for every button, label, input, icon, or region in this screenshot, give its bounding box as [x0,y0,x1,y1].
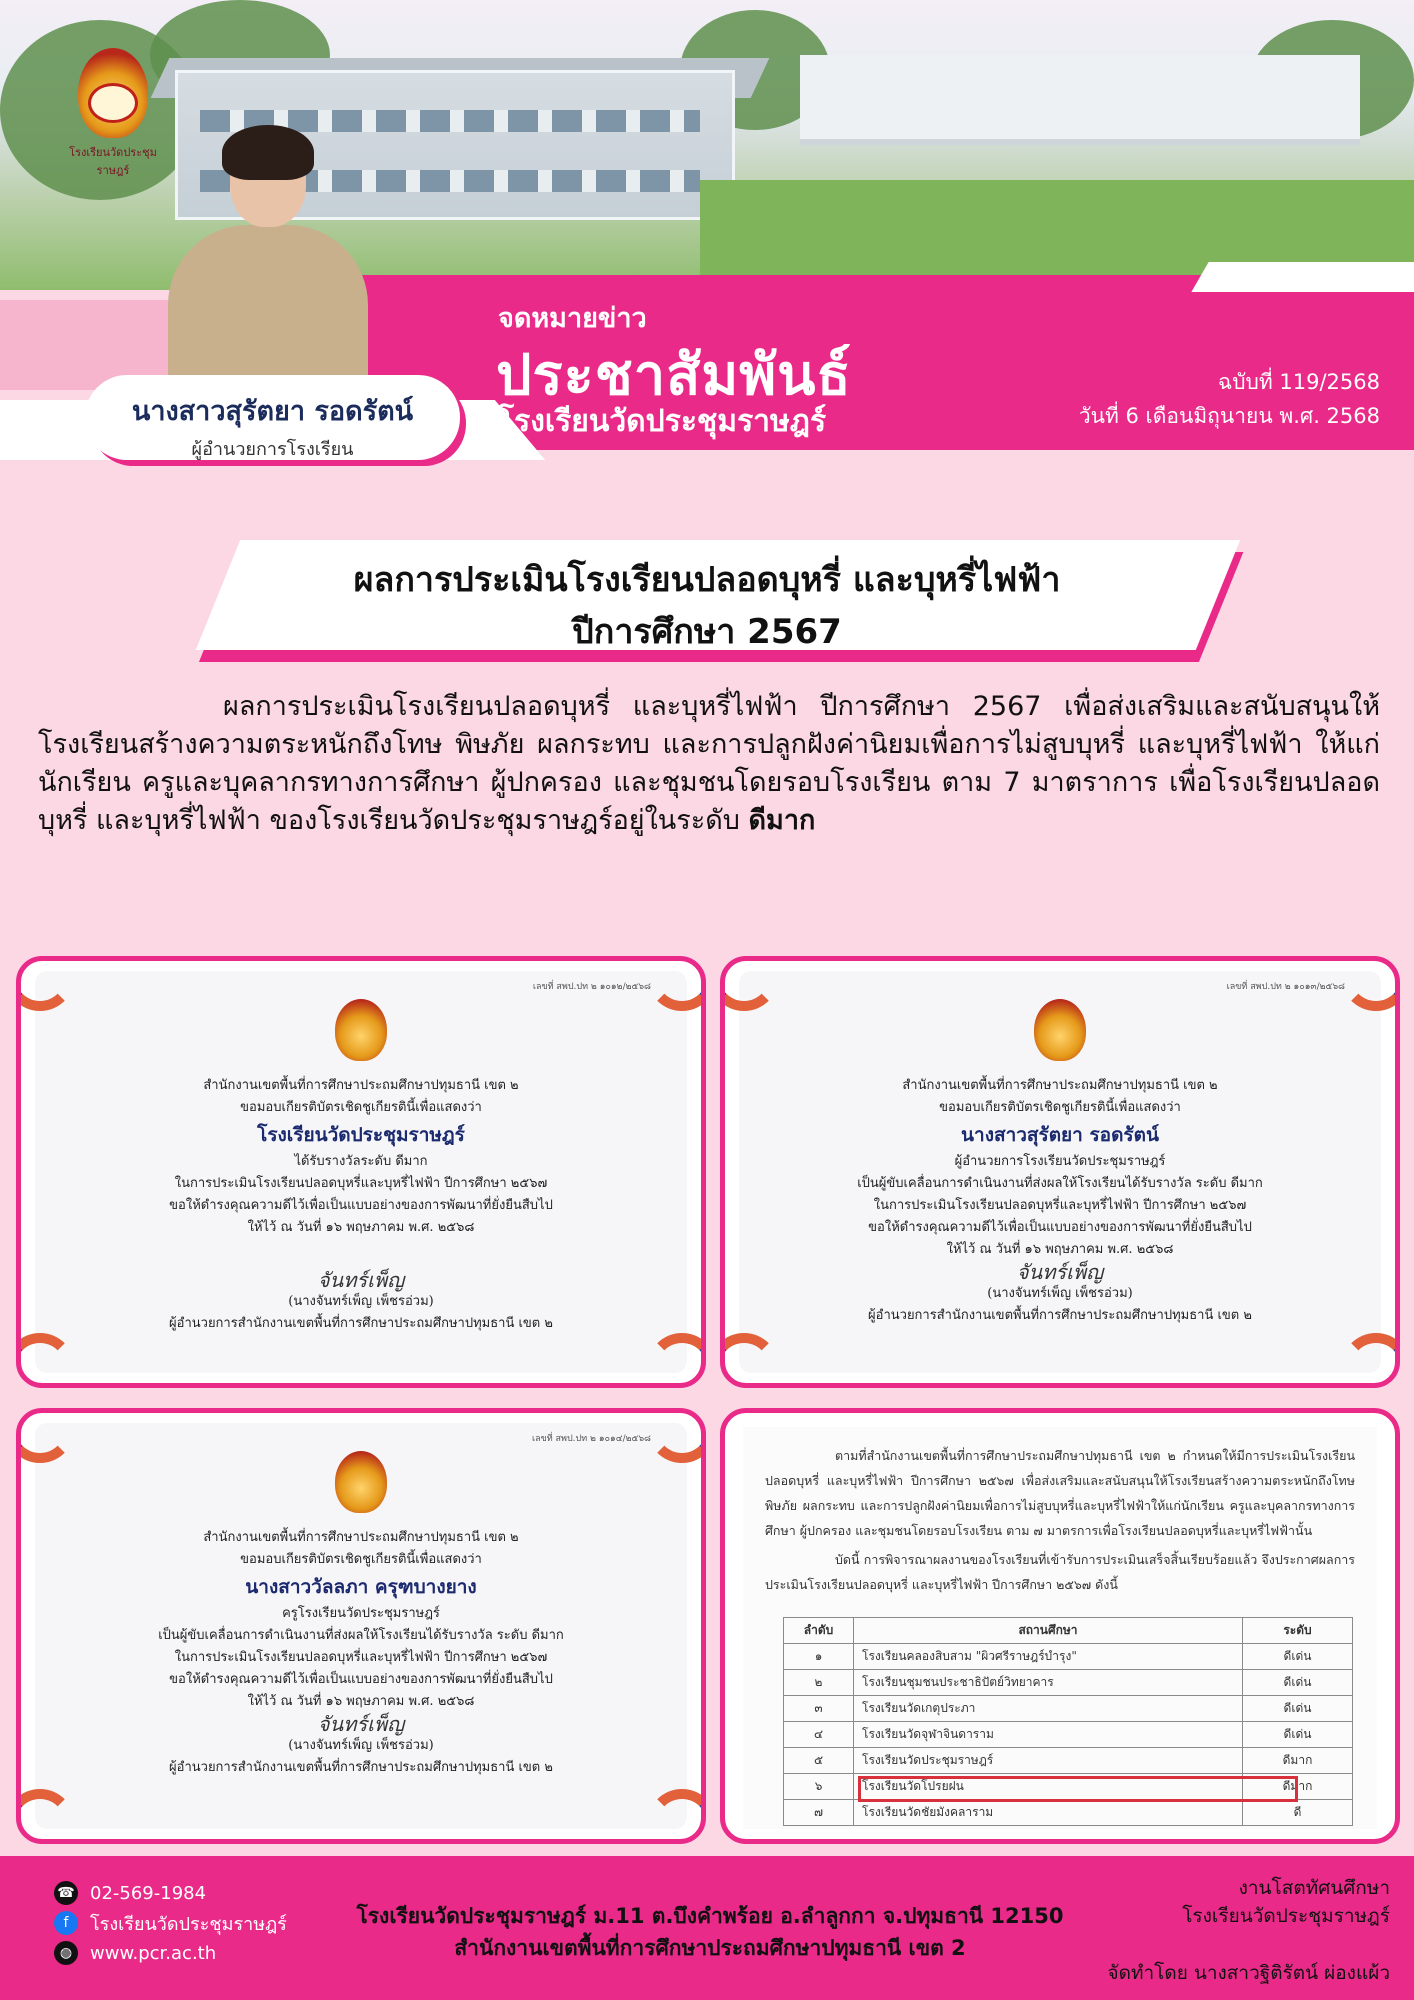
globe-icon: ◍ [54,1941,78,1965]
signer-name: (นางจันทร์เพ็ญ เพ็ชรอ่วม) [288,1294,434,1309]
cell-level: ดีเด่น [1243,1670,1353,1696]
certificate-line2: ในการประเมินโรงเรียนปลอดบุหรี่และบุหรี่ไฟฟ้า ปีการศึกษา ๒๕๖๗ [174,1176,548,1191]
signer-title: ผู้อำนวยการสำนักงานเขตพื้นที่การศึกษาประถมศึกษาปทุมธานี เขต ๒ [169,1316,553,1331]
certificate-line2: ในการประเมินโรงเรียนปลอดบุหรี่และบุหรี่ไฟฟ้า ปีการศึกษา ๒๕๖๗ [873,1198,1247,1213]
certificate-card-teacher [16,1408,706,1844]
announcement-para1: ตามที่สำนักงานเขตพื้นที่การศึกษาประถมศึกษาปทุมธานี เขต ๒ กำหนดให้มีการประเมินโรงเรียนปลอดบุหรี่ และบุหรี่ไฟฟ้า ปีการศึกษา ๒๕๖๗ เพื่อส่งเสริมและสนับสนุนให้โรงเรียนสร้างความตระหนักถึงโทษ พิษภัย ผลกระทบ และการปลูกฝังค่านิยมเพื่อการไม่สูบบุหรี่และบุหรี่ไฟฟ้าให้แก่นักเรียน ครูและบุคลากรทางการศึกษา ผู้ปกครอง และชุมชนโดยรอบโรงเรียน ตาม ๗ มาตรการเพื่อโรงเรียนปลอดบุหรี่และบุหรี่ไฟฟ้านั้น [765,1448,1355,1538]
certificate-recipient: โรงเรียนวัดประชุมราษฎร์ [257,1124,465,1146]
cell-order: ๗ [784,1800,854,1826]
table-row-highlighted [784,1748,1353,1774]
director-name-card [85,375,460,460]
certificate-line1: เป็นผู้ขับเคลื่อนการดำเนินงานที่ส่งผลให้โรงเรียนได้รับรางวัล ระดับ ดีมาก [857,1176,1263,1191]
address-line1: โรงเรียนวัดประชุมราษฎร์ ม.11 ต.บึงคำพร้อย อ.ลำลูกกา จ.ปทุมธานี 12150 [356,1904,1064,1928]
newsletter-label: จดหมายข่าว [498,303,647,334]
cell-order: ๒ [784,1670,854,1696]
certificate-card-school [16,956,706,1388]
school-logo [58,38,168,188]
cell-order: ๕ [784,1748,854,1774]
certificate-issuer: สำนักงานเขตพื้นที่การศึกษาประถมศึกษาปทุมธานี เขต ๒ [203,1530,519,1545]
certificate [739,971,1381,1373]
certificate-intro: ขอมอบเกียรติบัตรเชิดชูเกียรตินี้เพื่อแสดงว่า [240,1100,482,1115]
cell-order: ๖ [784,1774,854,1800]
col-header-level: ระดับ [1243,1618,1353,1644]
table-row [784,1670,1353,1696]
certificate-recipient-role: ผู้อำนวยการโรงเรียนวัดประชุมราษฎร์ [954,1154,1166,1169]
certificate-line2: ในการประเมินโรงเรียนปลอดบุหรี่และบุหรี่ไฟฟ้า ปีการศึกษา ๒๕๖๗ [174,1650,548,1665]
certificate-line3: ขอให้ดำรงคุณความดีไว้เพื่อเป็นแบบอย่างของการพัฒนาที่ยั่งยืนสืบไป [169,1198,553,1213]
department-line1: งานโสตทัศนศึกษา [1238,1877,1390,1899]
certificate-recipient: นางสาววัลลภา ครุฑบางยาง [245,1576,477,1598]
header-school-name: โรงเรียนวัดประชุมราษฎร์ [498,404,827,439]
body-result: ดีมาก [748,805,816,836]
certificate-issuer: สำนักงานเขตพื้นที่การศึกษาประถมศึกษาปทุมธานี เขต ๒ [203,1078,519,1093]
cell-order: ๓ [784,1696,854,1722]
director-photo [158,125,378,375]
cell-level: ดีมาก [1243,1748,1353,1774]
emblem-icon [335,999,387,1061]
cell-school: โรงเรียนคลองสิบสาม "ผิวศรีราษฎร์บำรุง" [854,1644,1243,1670]
page-title: ผลการประเมินโรงเรียนปลอดบุหรี่ และบุหรี่ไฟฟ้า [353,560,1061,600]
director-position: ผู้อำนวยการโรงเรียน [191,439,354,460]
certificate-issuer: สำนักงานเขตพื้นที่การศึกษาประถมศึกษาปทุมธานี เขต ๒ [902,1078,1218,1093]
certificate-recipient: นางสาวสุรัตยา รอดรัตน์ [961,1124,1159,1146]
certificate-intro: ขอมอบเกียรติบัตรเชิดชูเกียรตินี้เพื่อแสดงว่า [240,1552,482,1567]
announcement-card [720,1408,1400,1844]
certificate [35,971,687,1373]
cell-school: โรงเรียนวัดเกตุประภา [854,1696,1243,1722]
contact-list [54,1878,287,1968]
made-by: จัดทำโดย นางสาวฐิติรัตน์ ผ่องแผ้ว [1107,1962,1390,1984]
cell-level: ดีเด่น [1243,1696,1353,1722]
highlight-box [858,1776,1298,1802]
table-row [784,1696,1353,1722]
facebook-icon: f [54,1911,78,1935]
certificate-given-date: ให้ไว้ ณ วันที่ ๑๖ พฤษภาคม พ.ศ. ๒๕๖๘ [247,1694,475,1709]
cell-school: โรงเรียนวัดโปรยฝน [854,1774,1243,1800]
certificate-given-date: ให้ไว้ ณ วันที่ ๑๖ พฤษภาคม พ.ศ. ๒๕๖๘ [247,1220,475,1235]
certificate-number: เลขที่ สพป.ปท ๒ ๑๐๑๔/๒๕๖๘ [532,1434,651,1444]
newsletter-title: ประชาสัมพันธ์ [496,343,852,408]
issue-date: วันที่ 6 เดือนมิถุนายน พ.ศ. 2568 [1078,404,1380,428]
cell-level: ดี [1243,1800,1353,1826]
cell-order: ๔ [784,1722,854,1748]
announcement-para2: บัดนี้ การพิจารณาผลงานของโรงเรียนที่เข้ารับการประเมินเสร็จสิ้นเรียบร้อยแล้ว จึงประกาศผลการประเมินโรงเรียนปลอดบุหรี่ และบุหรี่ไฟฟ้า ปีการศึกษา ๒๕๖๗ ดังนี้ [765,1552,1355,1592]
certificate [35,1423,687,1829]
department-line2: โรงเรียนวัดประชุมราษฎร์ [1182,1905,1390,1927]
certificate-intro: ขอมอบเกียรติบัตรเชิดชูเกียรตินี้เพื่อแสดงว่า [939,1100,1181,1115]
col-header-school: สถานศึกษา [854,1618,1243,1644]
certificate-line3: ขอให้ดำรงคุณความดีไว้เพื่อเป็นแบบอย่างของการพัฒนาที่ยั่งยืนสืบไป [868,1220,1252,1235]
cell-school: โรงเรียนชุมชนประชาธิปัตย์วิทยาคาร [854,1670,1243,1696]
emblem-icon [335,1451,387,1513]
signature: จันทร์เพ็ญ [317,1712,405,1736]
body-text: ผลการประเมินโรงเรียนปลอดบุหรี่ และบุหรี่ไฟฟ้า ปีการศึกษา 2567 เพื่อส่งเสริมและสนับสนุนให้โรงเรียนสร้างความตระหนักถึงโทษ พิษภัย ผลกระทบ และการปลูกฝังค่านิยมเพื่อการไม่สูบบุหรี่ และบุหรี่ไฟฟ้า ให้แก่นักเรียน ครูและบุคลากรทางการศึกษา ผู้ปกครอง และชุมชนโดยรอบโรงเรียน ตาม 7 มาตราการ เพื่อโรงเรียนปลอดบุหรี่ และบุหรี่ไฟฟ้า ของโรงเรียนวัดประชุมราษฎร์อยู่ในระดับ [38,691,1380,836]
page-subtitle: ปีการศึกษา 2567 [572,612,842,652]
director-name: นางสาวสุรัตยา รอดรัตน์ [131,396,414,427]
footer-department [1182,1874,1390,1930]
col-header-order: ลำดับ [784,1618,854,1644]
signer-name: (นางจันทร์เพ็ญ เพ็ชรอ่วม) [288,1738,434,1753]
table-row [784,1722,1353,1748]
signature: จันทร์เพ็ญ [317,1268,405,1292]
table-header-row [784,1618,1353,1644]
contact-phone[interactable]: 02-569-1984 [90,1882,207,1904]
phone-icon: ☎ [54,1881,78,1905]
certificate-line1: ได้รับรางวัลระดับ ดีมาก [294,1154,428,1169]
table-row [784,1644,1353,1670]
contact-facebook[interactable]: โรงเรียนวัดประชุมราษฎร์ [90,1913,287,1935]
emblem-icon [1034,999,1086,1061]
cell-school: โรงเรียนวัดประชุมราษฎร์ [854,1748,1243,1774]
signature: จันทร์เพ็ญ [1016,1260,1104,1284]
issue-number: ฉบับที่ 119/2568 [1217,370,1380,394]
certificate-given-date: ให้ไว้ ณ วันที่ ๑๖ พฤษภาคม พ.ศ. ๒๕๖๘ [946,1242,1174,1257]
table-row [784,1800,1353,1826]
certificate-number: เลขที่ สพป.ปท ๒ ๑๐๑๒/๒๕๖๘ [532,982,651,992]
contact-website[interactable]: www.pcr.ac.th [90,1942,217,1964]
address-line2: สำนักงานเขตพื้นที่การศึกษาประถมศึกษาปทุมธานี เขต 2 [454,1936,966,1960]
cell-school: โรงเรียนวัดชัยมังคลาราม [854,1800,1243,1826]
signer-title: ผู้อำนวยการสำนักงานเขตพื้นที่การศึกษาประถมศึกษาปทุมธานี เขต ๒ [868,1308,1252,1323]
signer-name: (นางจันทร์เพ็ญ เพ็ชรอ่วม) [987,1286,1133,1301]
cell-level: ดีมาก [1243,1774,1353,1800]
footer-address [300,1900,1120,1964]
certificate-line3: ขอให้ดำรงคุณความดีไว้เพื่อเป็นแบบอย่างของการพัฒนาที่ยั่งยืนสืบไป [169,1672,553,1687]
footer [0,1856,1414,2000]
certificate-number: เลขที่ สพป.ปท ๒ ๑๐๑๓/๒๕๖๘ [1226,982,1345,992]
certificate-card-director [720,956,1400,1388]
signer-title: ผู้อำนวยการสำนักงานเขตพื้นที่การศึกษาประถมศึกษาปทุมธานี เขต ๒ [169,1760,553,1775]
cell-order: ๑ [784,1644,854,1670]
cell-school: โรงเรียนวัดจุฬาจินดาราม [854,1722,1243,1748]
logo-text: โรงเรียนวัดประชุมราษฎร์ [69,146,157,177]
cell-level: ดีเด่น [1243,1644,1353,1670]
cell-level: ดีเด่น [1243,1722,1353,1748]
announcement-document [743,1427,1377,1829]
certificate-line1: เป็นผู้ขับเคลื่อนการดำเนินงานที่ส่งผลให้โรงเรียนได้รับรางวัล ระดับ ดีมาก [158,1628,564,1643]
header [0,0,1414,470]
body-paragraph [38,688,1380,840]
certificate-recipient-role: ครูโรงเรียนวัดประชุมราษฎร์ [282,1606,440,1621]
